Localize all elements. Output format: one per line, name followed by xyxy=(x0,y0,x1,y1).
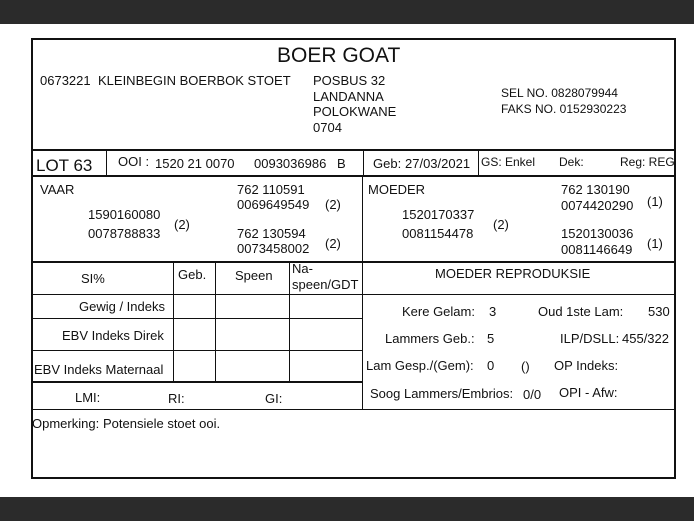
ilp-dsll-value: 455/322 xyxy=(622,331,669,346)
speen-header: Speen xyxy=(235,268,273,283)
vaar-moeder-count: (2) xyxy=(325,236,341,251)
geb-header: Geb. xyxy=(178,267,207,282)
si-col-1 xyxy=(173,263,174,383)
breeder-name: KLEINBEGIN BOERBOK STOET xyxy=(98,73,291,88)
vaar-moeder-id: 0073458002 xyxy=(237,241,310,256)
address-line-1: POSBUS 32 xyxy=(313,73,386,88)
header-divider xyxy=(33,149,674,151)
soog-lammers-value: 0/0 xyxy=(523,387,542,402)
indices-bottom xyxy=(33,409,674,410)
lot-number: LOT 63 xyxy=(36,156,93,175)
moeder-vaar-number: 1520170337 xyxy=(402,207,475,222)
ri-label: RI: xyxy=(168,391,185,406)
remarks-text: Potensiele stoet ooi. xyxy=(103,416,221,431)
vaar-id: 0069649549 xyxy=(237,197,310,212)
pedigree-divider xyxy=(33,261,674,263)
ooi-number: 1520 21 0070 xyxy=(155,156,235,171)
lammers-geb-value: 5 xyxy=(487,331,495,346)
lam-gesp-paren: () xyxy=(521,359,530,374)
lam-gesp-value: 0 xyxy=(487,358,495,373)
soog-lammers-label: Soog Lammers/Embrios: xyxy=(370,386,514,401)
opi-afw-label: OPI - Afw: xyxy=(559,385,618,400)
op-indeks-label: OP Indeks: xyxy=(554,358,619,373)
bottom-border-bar xyxy=(0,497,694,521)
remarks-label: Opmerking: xyxy=(32,416,100,431)
fax-number: FAKS NO. 0152930223 xyxy=(501,102,627,116)
sel-number: SEL NO. 0828079944 xyxy=(501,86,618,100)
lammers-geb-label: Lammers Geb.: xyxy=(385,331,475,346)
ebv-maternaal-label: EBV Indeks Maternaal xyxy=(34,362,164,377)
moeder-count: (1) xyxy=(647,194,663,209)
vaar-vaar-number: 1590160080 xyxy=(88,207,161,222)
lot-card xyxy=(31,38,676,479)
dek-label: Dek: xyxy=(559,155,584,169)
top-border-bar xyxy=(0,0,694,24)
lot-divider xyxy=(106,151,107,175)
ebv-direk-label: EBV Indeks Direk xyxy=(62,328,164,343)
si-row-3 xyxy=(33,350,362,351)
ilp-dsll-label: ILP/DSLL: xyxy=(560,331,620,346)
oud-lam-value: 530 xyxy=(648,304,670,319)
vaar-number: 762 110591 xyxy=(237,182,305,197)
moeder-vaar-count: (2) xyxy=(493,217,509,232)
breeder-code: 0673221 xyxy=(40,73,91,88)
reproduction-title-divider xyxy=(363,294,674,295)
moeder-moeder-count: (1) xyxy=(647,236,663,251)
vaar-vaar-id: 0078788833 xyxy=(88,226,161,241)
si-header: SI% xyxy=(81,271,105,286)
geb-date: 27/03/2021 xyxy=(405,156,471,171)
si-col-3 xyxy=(289,263,290,383)
moeder-moeder-id: 0081146649 xyxy=(561,242,633,257)
address-line-2: LANDANNA xyxy=(313,89,384,104)
si-row-1 xyxy=(33,294,362,295)
si-col-2 xyxy=(215,263,216,383)
gi-label: GI: xyxy=(265,391,283,406)
gewig-indeks-label: Gewig / Indeks xyxy=(79,299,165,314)
gs-divider xyxy=(478,151,479,175)
vaar-label: VAAR xyxy=(40,182,75,197)
reproduction-title: MOEDER REPRODUKSIE xyxy=(435,266,591,281)
moeder-moeder-number: 1520130036 xyxy=(561,226,634,241)
si-table-bottom xyxy=(33,381,363,383)
si-row-2 xyxy=(33,318,362,319)
ooi-id: 0093036986 xyxy=(254,156,327,171)
naspeen-header-1: Na- xyxy=(292,261,313,276)
moeder-label: MOEDER xyxy=(368,182,426,197)
moeder-number: 762 130190 xyxy=(561,182,630,197)
vaar-count: (2) xyxy=(325,197,341,212)
oud-lam-label: Oud 1ste Lam: xyxy=(538,304,624,319)
geb-label: Geb: xyxy=(373,156,402,171)
address-line-3: POLOKWANE xyxy=(313,104,397,119)
reg-value: Reg: REG xyxy=(620,155,675,169)
naspeen-header-2: speen/GDT xyxy=(292,277,359,292)
geb-divider xyxy=(363,151,364,175)
ooi-grade: B xyxy=(337,156,346,171)
moeder-id: 0074420290 xyxy=(561,198,634,213)
address-line-4: 0704 xyxy=(313,120,342,135)
card-title: BOER GOAT xyxy=(277,44,401,67)
vaar-vaar-count: (2) xyxy=(174,217,190,232)
moeder-vaar-id: 0081154478 xyxy=(402,226,474,241)
gs-value: GS: Enkel xyxy=(481,155,536,169)
kere-gelam-value: 3 xyxy=(489,304,497,319)
vaar-moeder-number: 762 130594 xyxy=(237,226,306,241)
ooi-label: OOI : xyxy=(118,154,150,169)
lam-gesp-label: Lam Gesp./(Gem): xyxy=(366,358,474,373)
kere-gelam-label: Kere Gelam: xyxy=(402,304,475,319)
lot-row-divider xyxy=(33,175,674,177)
lmi-label: LMI: xyxy=(75,390,101,405)
